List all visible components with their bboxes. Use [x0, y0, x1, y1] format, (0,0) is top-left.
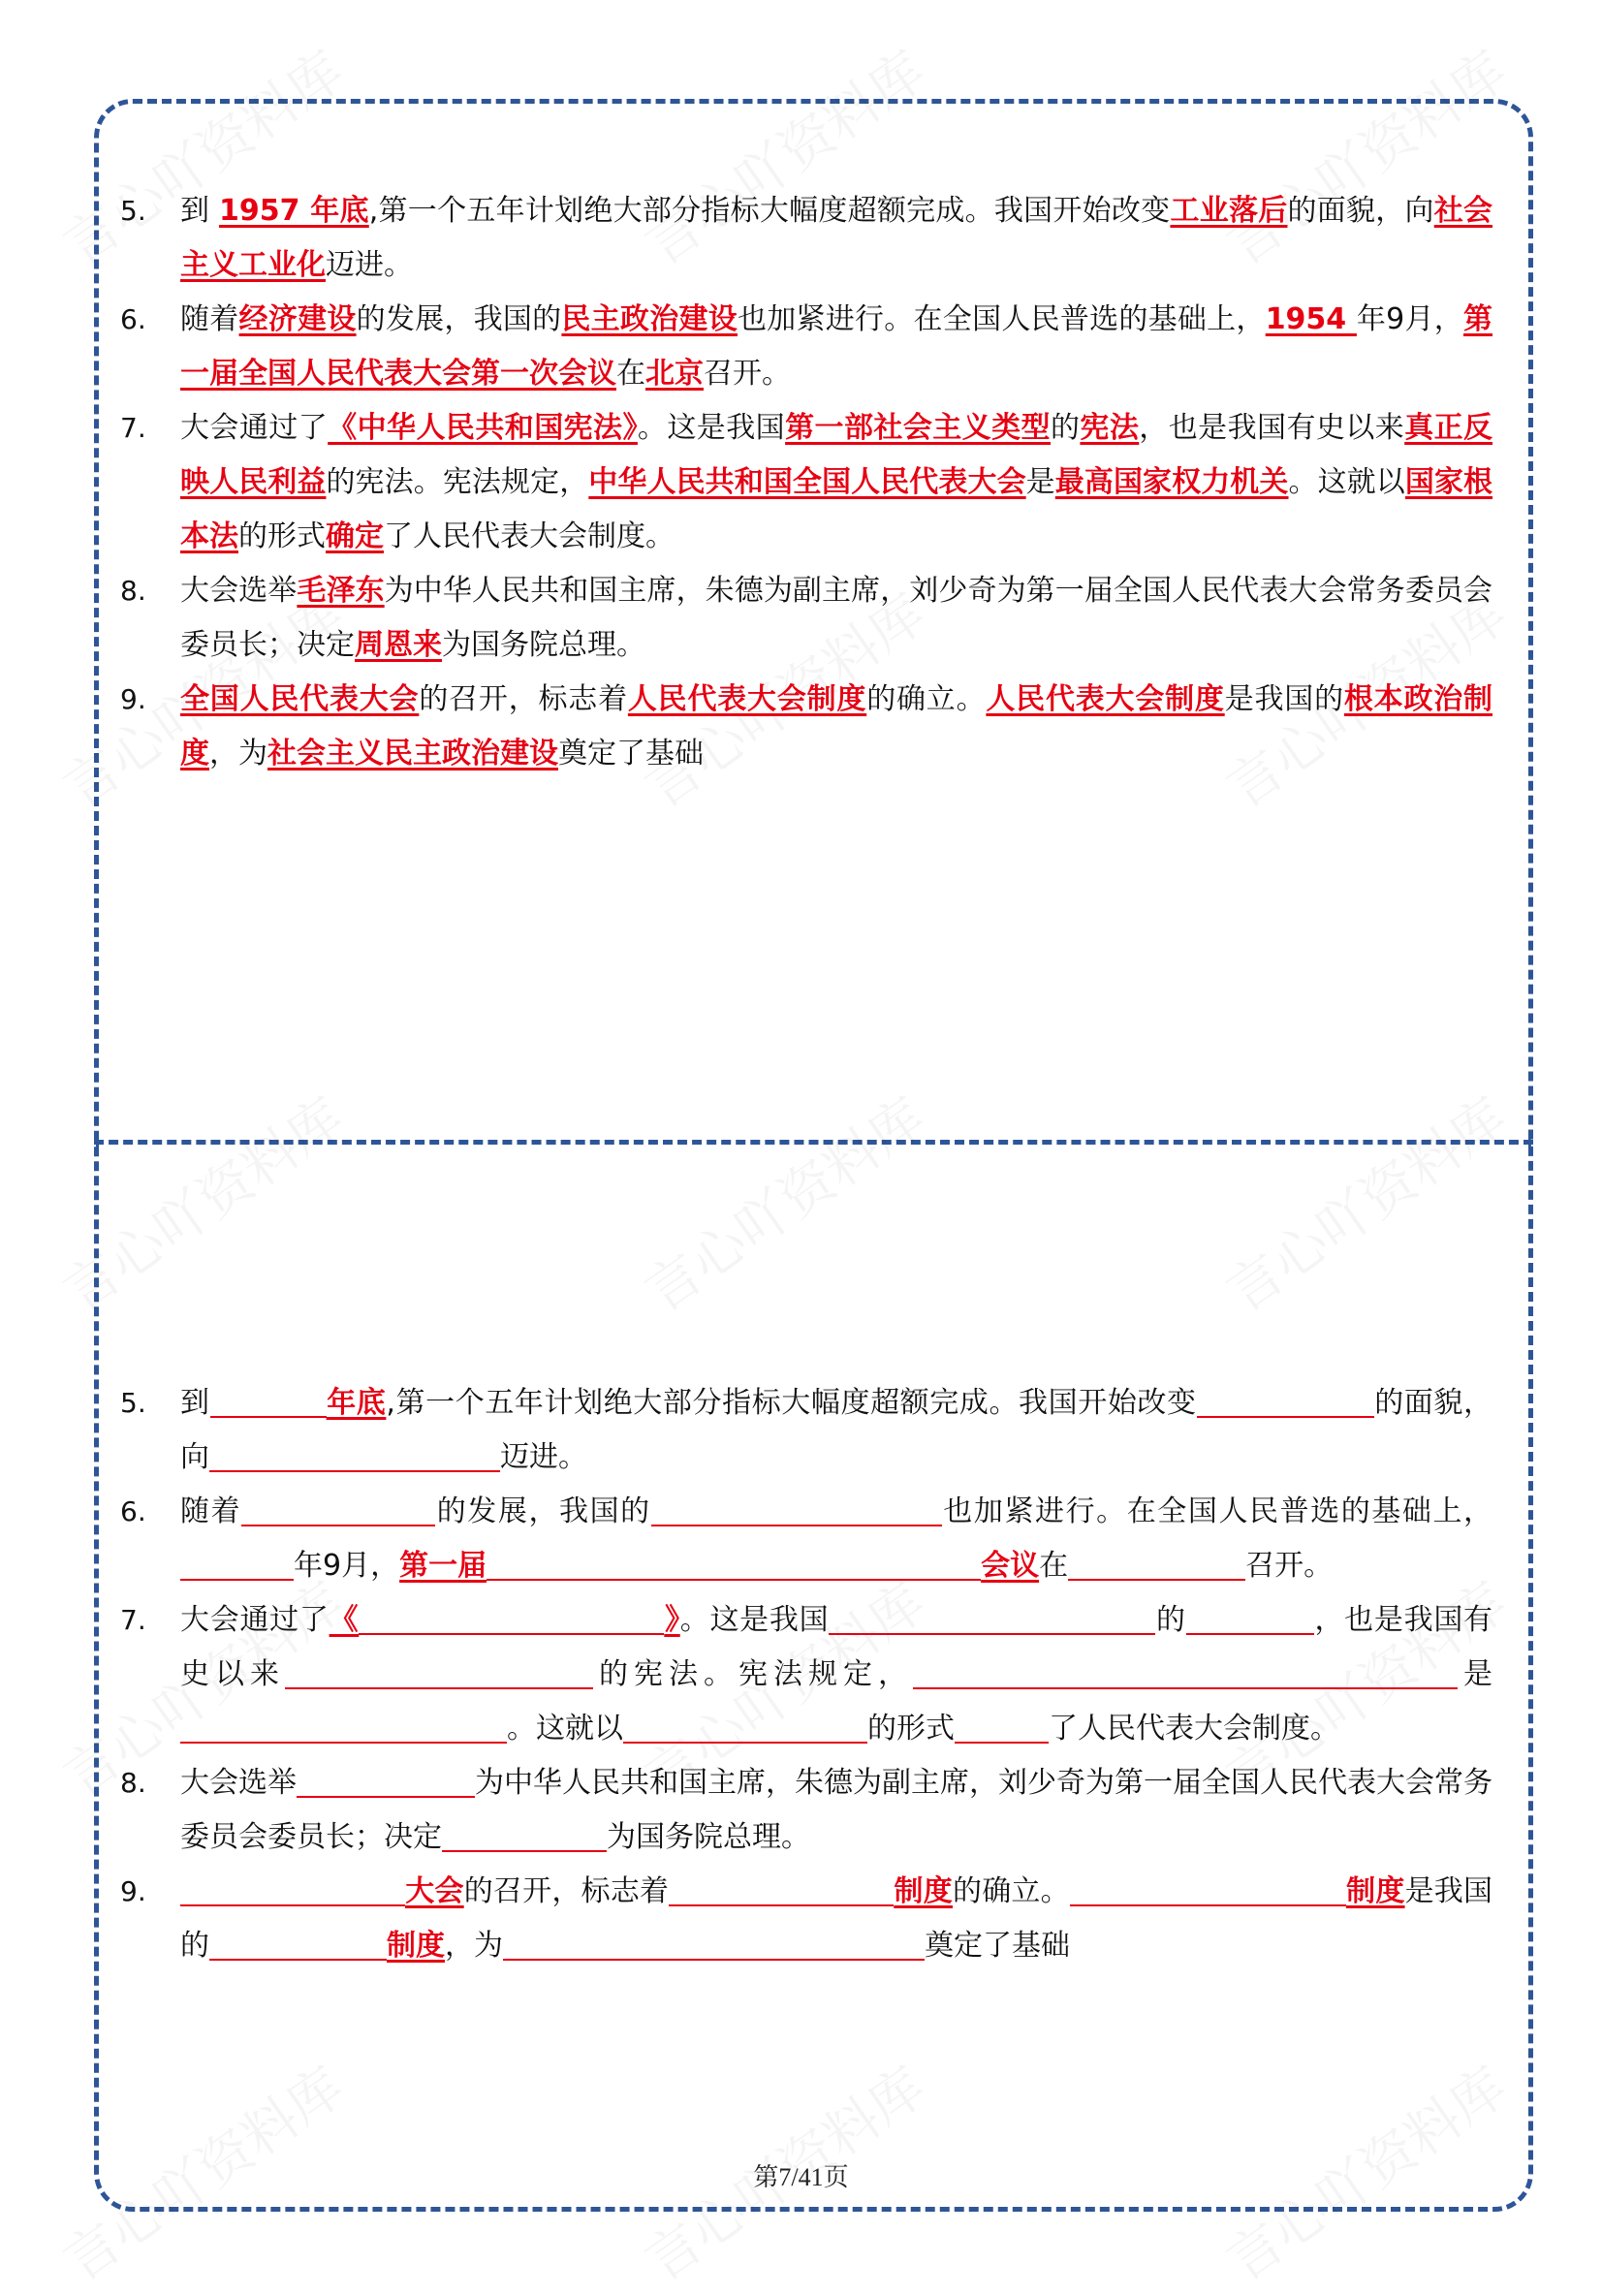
body-text: 到 [180, 194, 220, 228]
list-item [116, 184, 1492, 293]
item-number: 9. [120, 1875, 146, 1907]
answer-blank[interactable] [180, 1542, 294, 1581]
body-text: 的面貌，向 [180, 1386, 1493, 1474]
key-term: 人民代表大会制度 [627, 682, 867, 716]
body-text: 。这是我国 [679, 1603, 830, 1637]
key-term: 北京 [645, 357, 704, 391]
answer-blank[interactable] [955, 1705, 1049, 1744]
key-term: 社会主义工业化 [180, 194, 1493, 282]
item-number: 6. [120, 303, 146, 335]
item-number: 7. [120, 412, 146, 444]
body-text: ，也是我国有史以来 [1139, 411, 1405, 445]
key-term: 宪法 [1080, 411, 1140, 445]
answer-blank[interactable] [209, 1433, 500, 1472]
key-term: 工业落后 [1170, 194, 1288, 228]
key-term: 真正反映人民利益 [180, 411, 1493, 499]
body-text: 随着 [180, 302, 239, 336]
body-text: 也加紧进行。在全国人民普选的基础上， [737, 302, 1266, 336]
body-text: 召开。 [704, 357, 791, 391]
key-term: 最高国家权力机关 [1054, 465, 1289, 499]
body-text: 的发展，我国的 [356, 302, 562, 336]
body-text: 迈进。 [500, 1440, 587, 1474]
list-item [116, 1756, 1492, 1865]
key-term: 1954 [1265, 302, 1357, 336]
key-term: 大会 [405, 1874, 464, 1908]
answer-blank[interactable] [1068, 1542, 1245, 1581]
list-item [116, 1485, 1492, 1593]
body-text: 奠定了基础 [925, 1929, 1070, 1963]
body-text: 大会通过了 [180, 1603, 330, 1637]
body-text: 大会通过了 [180, 411, 329, 445]
body-text: 奠定了基础 [558, 737, 704, 771]
key-term: 国家根本法 [180, 465, 1493, 553]
answer-blank[interactable] [669, 1868, 894, 1906]
body-text: 是我国的 [180, 1874, 1493, 1963]
key-term: 第一届全国人民代表大会第一次会议 [180, 302, 1493, 391]
body-text: 的形式 [867, 1712, 955, 1746]
fill-in-blank-section [116, 1376, 1492, 1973]
item-number: 9. [120, 683, 146, 715]
page-number: 第7/41页 [753, 2163, 849, 2191]
body-text: 为国务院总理。 [442, 628, 645, 662]
body-text: 的宪法。宪法规定， [593, 1657, 913, 1691]
item-number: 6. [120, 1495, 146, 1527]
list-item [116, 1593, 1492, 1756]
answer-blank[interactable] [503, 1922, 925, 1961]
body-text: ,第一个五年计划绝大部分指标大幅度超额完成。我国开始改变 [386, 1386, 1197, 1420]
body-text: 是 [1458, 1657, 1492, 1691]
item-number: 8. [120, 1767, 146, 1799]
item-number: 5. [120, 1387, 146, 1419]
key-term: 中华人民共和国全国人民代表大会 [588, 465, 1026, 499]
key-term: 制度 [387, 1929, 445, 1963]
key-term: 经济建设 [238, 302, 357, 336]
body-text: 为中华人民共和国主席，朱德为副主席，刘少奇为第一届全国人民代表大会常务委员会委员长；决定 [180, 1766, 1492, 1854]
answer-blank[interactable] [1070, 1868, 1346, 1906]
answer-blank[interactable] [623, 1705, 867, 1744]
answer-blank[interactable] [180, 1705, 507, 1744]
key-term: 年底 [326, 1386, 387, 1420]
list-item [116, 564, 1492, 673]
body-text: 是 [1025, 465, 1055, 499]
body-text: 到 [180, 1386, 210, 1420]
body-text: 在 [616, 357, 645, 391]
answer-blank[interactable] [359, 1596, 664, 1635]
body-text: 的确立。 [952, 1874, 1070, 1908]
key-term: 毛泽东 [297, 574, 385, 608]
key-term: 周恩来 [355, 628, 442, 662]
body-text: 。这就以 [507, 1712, 623, 1746]
body-text: 年9月， [294, 1549, 400, 1583]
body-text: 的召开，标志着 [463, 1874, 670, 1908]
list-item [116, 1865, 1492, 1973]
list-item [116, 673, 1492, 781]
key-term: 制度 [894, 1874, 953, 1908]
body-text: ，也是我国有史以来 [180, 1603, 1493, 1691]
body-text: 为中华人民共和国主席，朱德为副主席，刘少奇为第一届全国人民代表大会常务委员会委员长；决定 [180, 574, 1493, 662]
body-text: 大会选举 [180, 1766, 297, 1800]
key-term: 第一届 [399, 1549, 487, 1583]
body-text: ,第一个五年计划绝大部分指标大幅度超额完成。我国开始改变 [368, 194, 1171, 228]
body-text: 大会选举 [180, 574, 298, 608]
answer-blank[interactable] [297, 1759, 475, 1798]
body-text: 了人民代表大会制度。 [1049, 1712, 1339, 1746]
answer-section [116, 184, 1492, 781]
answer-blank[interactable] [442, 1813, 607, 1852]
key-term: 人民代表大会制度 [986, 682, 1225, 716]
answer-blank[interactable] [241, 1488, 435, 1526]
body-text: 的宪法。宪法规定， [326, 465, 589, 499]
key-term: 社会主义民主政治建设 [267, 737, 558, 771]
body-text: 的面貌，向 [1287, 194, 1434, 228]
answer-blank[interactable] [487, 1542, 981, 1581]
body-text: 的确立。 [866, 682, 987, 716]
body-text: 的 [1155, 1603, 1186, 1637]
list-item [116, 401, 1492, 564]
body-text: ，为 [445, 1929, 503, 1963]
body-text: 迈进。 [326, 248, 413, 282]
body-text: 是我国的 [1224, 682, 1344, 716]
answer-blank[interactable] [1197, 1379, 1374, 1418]
item-number: 5. [120, 195, 146, 227]
list-item [116, 1376, 1492, 1485]
answer-blank[interactable] [209, 1922, 387, 1961]
body-text: 年9月， [1356, 302, 1464, 336]
body-text: 随着 [180, 1494, 242, 1528]
body-text: 的召开，标志着 [419, 682, 628, 716]
item-number: 7. [120, 1604, 146, 1636]
item-number: 8. [120, 575, 146, 607]
body-text: 。这就以 [1288, 465, 1405, 499]
key-term: 民主政治建设 [561, 302, 738, 336]
answer-blank[interactable] [913, 1651, 1458, 1689]
key-term: 1957 年底 [219, 194, 369, 228]
answer-blank[interactable] [210, 1379, 327, 1418]
key-term: 《 [329, 1603, 360, 1637]
key-term: 确定 [326, 519, 384, 553]
answer-blank[interactable] [285, 1651, 593, 1689]
key-term: 全国人民代表大会 [180, 682, 420, 716]
body-text: 的发展，我国的 [435, 1494, 651, 1528]
answer-blank[interactable] [651, 1488, 942, 1526]
key-term: 根本政治制度 [180, 682, 1493, 771]
answer-blank[interactable] [829, 1596, 1155, 1635]
key-term: 《中华人民共和国宪法》 [328, 411, 638, 445]
key-term: 第一部社会主义类型 [785, 411, 1051, 445]
key-term: 会议 [981, 1549, 1040, 1583]
body-text: 。这是我国 [637, 411, 786, 445]
body-text: ，为 [209, 737, 267, 771]
answer-blank[interactable] [1186, 1596, 1314, 1635]
key-term: 制度 [1345, 1874, 1405, 1908]
body-text: 了人民代表大会制度。 [384, 519, 675, 553]
body-text: 在 [1039, 1549, 1069, 1583]
body-text: 的形式 [238, 519, 326, 553]
body-text: 召开。 [1245, 1549, 1334, 1583]
list-item [116, 293, 1492, 401]
answer-blank[interactable] [180, 1868, 405, 1906]
body-text: 的 [1050, 411, 1081, 445]
body-text: 为国务院总理。 [607, 1820, 810, 1854]
key-term: 》 [664, 1603, 680, 1637]
body-text: 也加紧进行。在全国人民普选的基础上， [941, 1494, 1493, 1528]
